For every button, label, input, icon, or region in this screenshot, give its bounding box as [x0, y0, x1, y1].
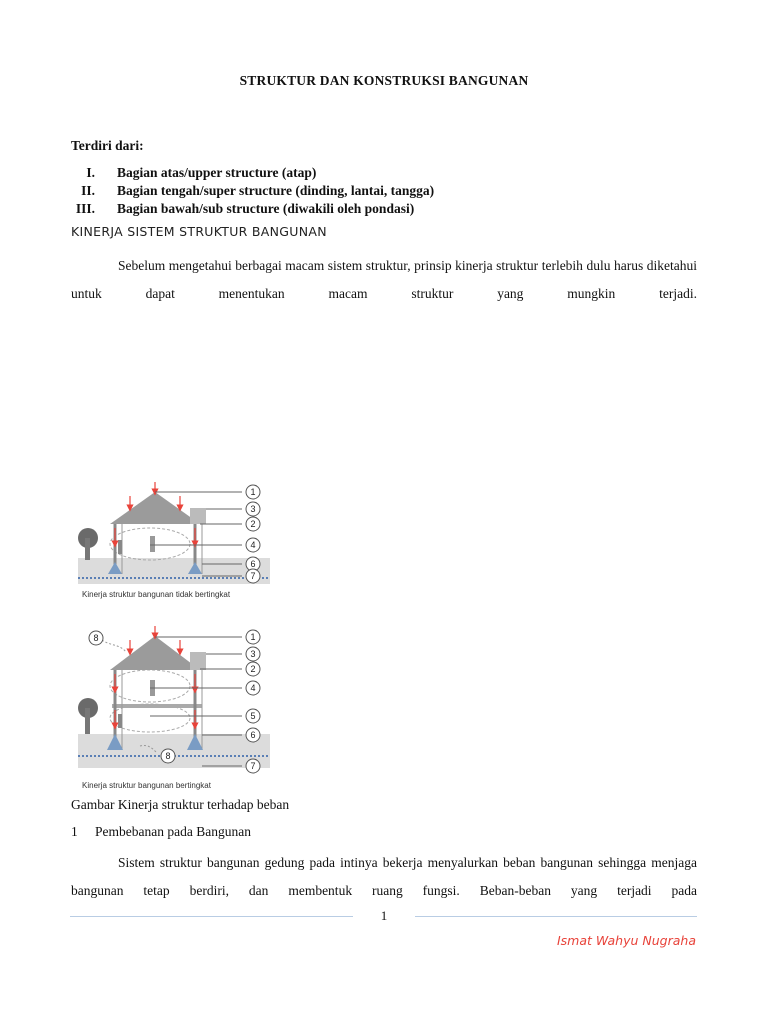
- marker-label: 1: [250, 632, 256, 642]
- page-number: 1: [380, 908, 388, 923]
- marker-label: 8: [93, 633, 99, 643]
- subsection-heading: [71, 824, 251, 840]
- list-item-text: Bagian bawah/sub structure (diwakili oleh pondasi): [117, 201, 415, 216]
- parts-list: [71, 164, 691, 218]
- marker-label: 4: [250, 540, 256, 550]
- footer-divider-right: [415, 916, 697, 917]
- section-heading: KINERJA SISTEM STRUKTUR BANGUNAN: [71, 224, 327, 239]
- marker-label: 7: [250, 571, 256, 581]
- subsection-number: 1: [71, 824, 78, 839]
- single-storey-diagram: [70, 478, 280, 604]
- marker-label: 7: [250, 761, 256, 771]
- list-item: [71, 200, 691, 218]
- figure-single-storey: [70, 478, 280, 604]
- list-item: [71, 182, 691, 200]
- marker-label: 5: [250, 711, 256, 721]
- list-item-number: III.: [75, 201, 95, 216]
- footer-divider-left: [70, 916, 353, 917]
- marker-label: 6: [250, 559, 256, 569]
- marker-label: 4: [250, 683, 256, 693]
- list-item-number: I.: [86, 165, 95, 180]
- paragraph: Sebelum mengetahui berbagai macam sistem struktur, prinsip kinerja struktur terlebih dulu harus diketahui untuk dapat menentukan macam struktur yang mungkin terjadi.: [71, 258, 697, 301]
- marker-label: 3: [250, 504, 256, 514]
- figure-caption: Gambar Kinerja struktur terhadap beban: [71, 797, 290, 812]
- footer-author: Ismat Wahyu Nugraha: [556, 933, 696, 948]
- multi-storey-diagram: [70, 626, 280, 794]
- consists-label: Terdiri dari:: [71, 138, 144, 153]
- marker-label: 6: [250, 730, 256, 740]
- list-item-text: Bagian tengah/super structure (dinding, lantai, tangga): [117, 183, 435, 198]
- paragraph: Sistem struktur bangunan gedung pada intinya bekerja menyalurkan beban bangunan sehingga menjaga bangunan tetap berdiri, dan membentuk ruang fungsi. Beban-beban yang terjadi pada: [71, 855, 697, 898]
- document-title: STRUKTUR DAN KONSTRUKSI BANGUNAN: [239, 73, 529, 88]
- marker-label: 8: [165, 751, 171, 761]
- marker-label: 1: [250, 487, 256, 497]
- figure-caption-small: Kinerja struktur bangunan tidak bertingkat: [82, 590, 231, 599]
- list-item: [71, 164, 691, 182]
- figure-multi-storey: [70, 626, 280, 794]
- list-item-text: Bagian atas/upper structure (atap): [117, 165, 317, 180]
- marker-label: 3: [250, 649, 256, 659]
- figure-caption-small: Kinerja struktur bangunan bertingkat: [82, 781, 211, 790]
- marker-label: 2: [250, 519, 256, 529]
- list-item-number: II.: [81, 183, 95, 198]
- marker-label: 2: [250, 664, 256, 674]
- subsection-title: Pembebanan pada Bangunan: [95, 824, 251, 839]
